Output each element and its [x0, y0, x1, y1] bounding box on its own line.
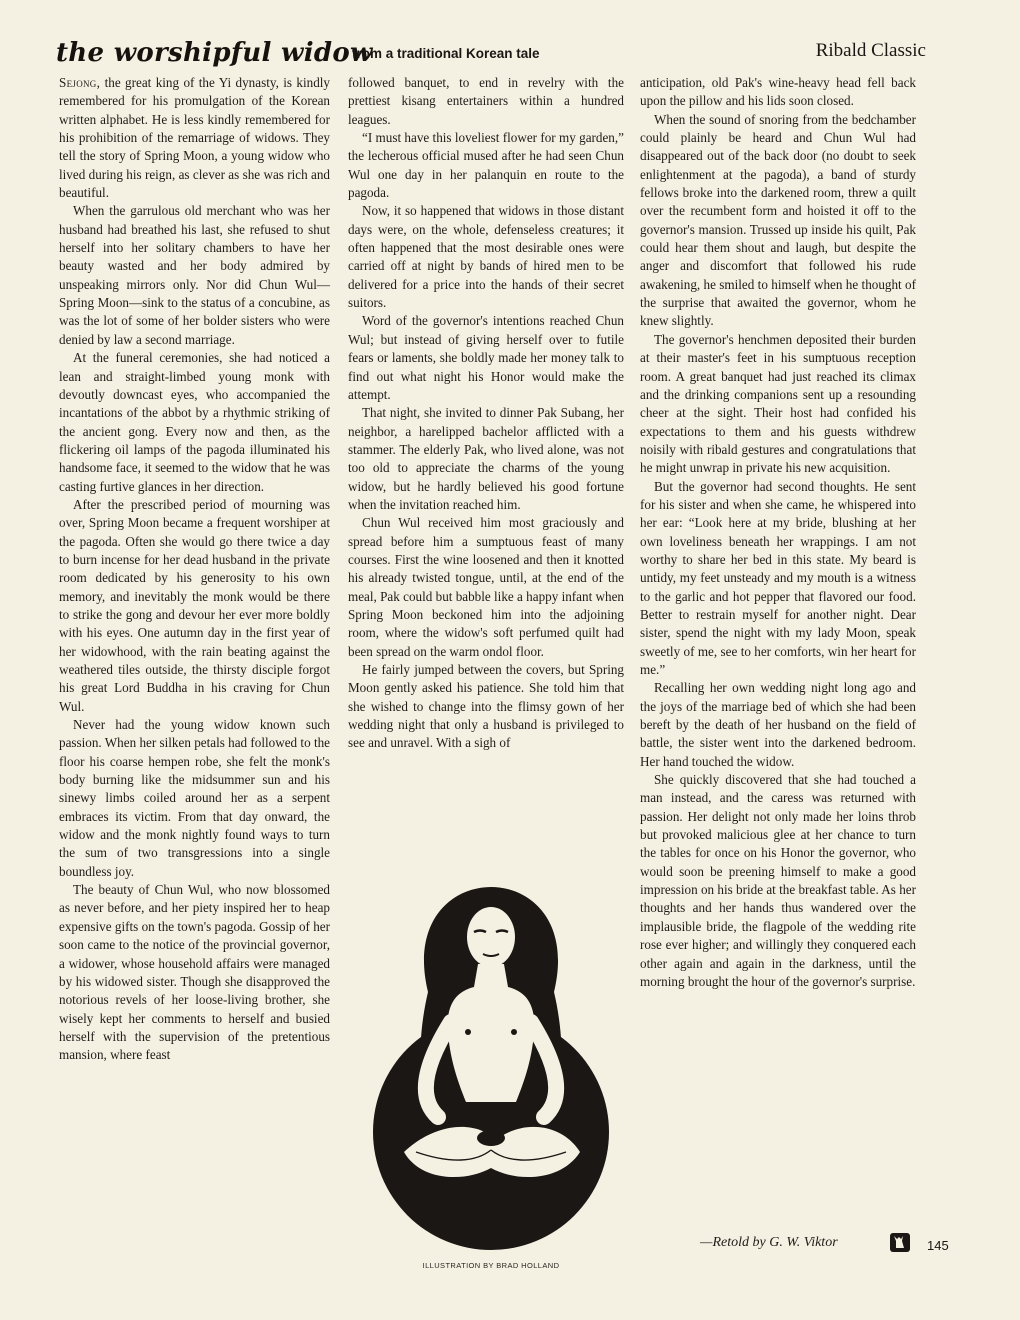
paragraph: Sejong, the great king of the Yi dynasty, is kindly remembered for his promulgation of the Korean written alphabet. He is less kindly remembered for his prohibition of the remarriage of widows. They tell the story of Spring Moon, a young widow who lived during his reign, as clever as she was rich and beautiful. — [59, 75, 330, 201]
page-number: 145 — [927, 1238, 949, 1253]
drop-lead: Sejong, — [59, 75, 101, 90]
paragraph: The governor's henchmen deposited their burden at their master's feet in his sumptuous reception room. A great banquet had just reached its climax and the drinking companions sent up a resounding cheer at the sight. Their host had confided his expectations to them and his guests withdrew noisily with ribald gestures and congratulations that he might unwrap in private his new acquisition. — [640, 331, 916, 476]
paragraph: Word of the governor's intentions reached Chun Wul; but instead of giving herself over to futile fears or laments, she boldly made her money talk to find out what night his Honor would make the attempt. — [348, 313, 624, 402]
paragraph: Now, it so happened that widows in those distant days were, on the whole, defenseless creatures; it often happened that the most desirable ones were carried off at night by bands of hired men to be delivered for a price into the hands of their secret suitors. — [348, 203, 624, 311]
paragraph: When the sound of snoring from the bedchamber could plainly be heard and Chun Wul had disappeared out of the back door (no doubt to seek enlightenment at the pagoda), a band of sturdy fellows broke into the darkened room, threw a quilt over the recumbent form and hoisted it off to the governor's mansion. Trussed up inside his quilt, Pak could hear them shout and laugh, but despite the anger and discomfort that followed his rude awakening, he smiled to himself when he thought of the surprise that awaited the governor, whom he knew slightly. — [640, 111, 916, 329]
paragraph: At the funeral ceremonies, she had noticed a lean and straight-limbed young monk with devoutly downcast eyes, who accompanied the incantations of the abbot by a rhythmic striking of the ancient gong. Every now and then, as the flickering oil lamps of the pagoda illuminated his handsome face, it seemed to the widow that he was casting furtive glances in her direction. — [59, 350, 330, 494]
paragraph: The beauty of Chun Wul, who now blossomed as never before, and her piety inspired her to heap expensive gifts on the town's pagoda. Gossip of her soon came to the notice of the provincial governor, a widower, whose household affairs were managed by his widowed sister. Though she disapproved the notorious revels of her loose-living brother, she wisely kept her comments to herself and busied herself with the supervision of the pretentious mansion, where feast — [59, 882, 330, 1063]
paragraph: She quickly discovered that she had touched a man instead, and the caress was returned with passion. Her delight not only made her loins throb but provoked malicious glee at her chance to turn the tables for once on his Honor the governor, who would soon be preening himself to make a good impression on his bride at the breakfast table. As her thoughts and her hands thus wandered over the implausible bride, the flagpole of the wedding rite rose ever higher; and willingly they conquered each other again and again in the darkness, until the morning brought the hour of the governor's surprise. — [640, 772, 916, 989]
paragraph: Chun Wul received him most graciously and spread before him a sumptuous feast of many courses. First the wine loosened and then it knotted his already twisted tongue, until, at the end of the meal, Pak could but babble like a happy infant when Spring Moon beckoned him into the adjoining room, where the widow's soft perfumed quilt had been spread on the warm ondol floor. — [348, 515, 624, 659]
paragraph: followed banquet, to end in revelry with the prettiest kisang entertainers within a hundred leagues. — [348, 75, 624, 127]
paragraph: “I must have this loveliest flower for my garden,” the lecherous official mused after he had seen Chun Wul one day in her palanquin en route to the pagoda. — [348, 130, 624, 201]
paragraph: anticipation, old Pak's wine-heavy head fell back upon the pillow and his lids soon closed. — [640, 75, 916, 109]
breast-right — [511, 1029, 517, 1035]
paragraph: When the garrulous old merchant who was her husband had breathed his last, she refused to shut herself into her solitary chambers to have her beauty wasted and her body admired by unspeaking mirrors only. Nor did Chun Wul—Spring Moon—sink to the status of a concubine, as was the lot of some of her bolder sisters who were denied by law a second marriage. — [59, 203, 330, 347]
rabbit-head-icon — [890, 1233, 910, 1252]
paragraph: Never had the young widow known such passion. When her silken petals had followed to the floor his coarse hempen robe, she felt the monk's body burning like the midsummer sun and his sinewy limbs coiled around her as a serpent embraces its victim. From that day onward, the widow and the monk nightly found ways to turn the sum of two transgressions into a single boundless joy. — [59, 717, 330, 879]
paragraph: After the prescribed period of mourning was over, Spring Moon became a frequent worshiper at the pagoda. Often she would go there twice a day to burn incense for her dead husband in the private room dedicated by his generosity to his own memory, and inevitably the monk would be there to strike the gong and devour her ever more boldly with his eyes. One autumn day in the first year of her widowhood, with the rain beating against the weathered tiles outside, the thirsty disciple forgot his great Lord Buddha in his craving for Chun Wul. — [59, 496, 330, 714]
article-title: the worshipful widow — [56, 38, 373, 68]
face — [467, 907, 515, 967]
illustration — [356, 882, 626, 1252]
paragraph: He fairly jumped between the covers, but Spring Moon gently asked his patience. She told him that she wished to change into the flimsy gown of her wedding night that only a husband is privileged to see and unravel. With a sigh of — [348, 662, 624, 751]
illustration-credit: ILLUSTRATION BY BRAD HOLLAND — [422, 1261, 560, 1270]
paragraph: That night, she invited to dinner Pak Subang, her neighbor, a harelipped bachelor afflicted with a stammer. The elderly Pak, who lived alone, was not too old to appreciate the charms of the young widow, but he hardly believed his good fortune when the invitation reached him. — [348, 405, 624, 512]
text-column-2 — [348, 74, 624, 753]
article-header — [56, 38, 926, 74]
text-column-3 — [640, 74, 916, 991]
paragraph: Recalling her own wedding night long ago and the joys of the marriage bed of which she had been bereft by the death of her husband on the field of battle, the sister went into the darkened bedroom. Her hand touched the widow. — [640, 680, 916, 769]
paragraph: But the governor had second thoughts. He sent for his sister and when she came, he whispered into her ear: “Look here at my bride, blushing at her own loveliness beneath her wrappings. I am not worthy to share her bed in this state. My beard is untidy, my feet unsteady and my mouth is a witness to the garlic and hot pepper that flavored our food. Better to restrain myself for another night. Dear sister, spend the night with my lady Moon, speak sweetly of me, see to her comforts, win her heart for me.” — [640, 478, 916, 677]
breast-left — [465, 1029, 471, 1035]
rabbit-head-logo-icon — [890, 1233, 910, 1252]
byline: —Retold by G. W. Viktor — [700, 1235, 838, 1250]
text-column-1 — [59, 74, 330, 1065]
lap-shadow — [477, 1130, 505, 1146]
section-label: Ribald Classic — [815, 40, 926, 61]
article-subtitle: from a traditional Korean tale — [352, 46, 540, 61]
